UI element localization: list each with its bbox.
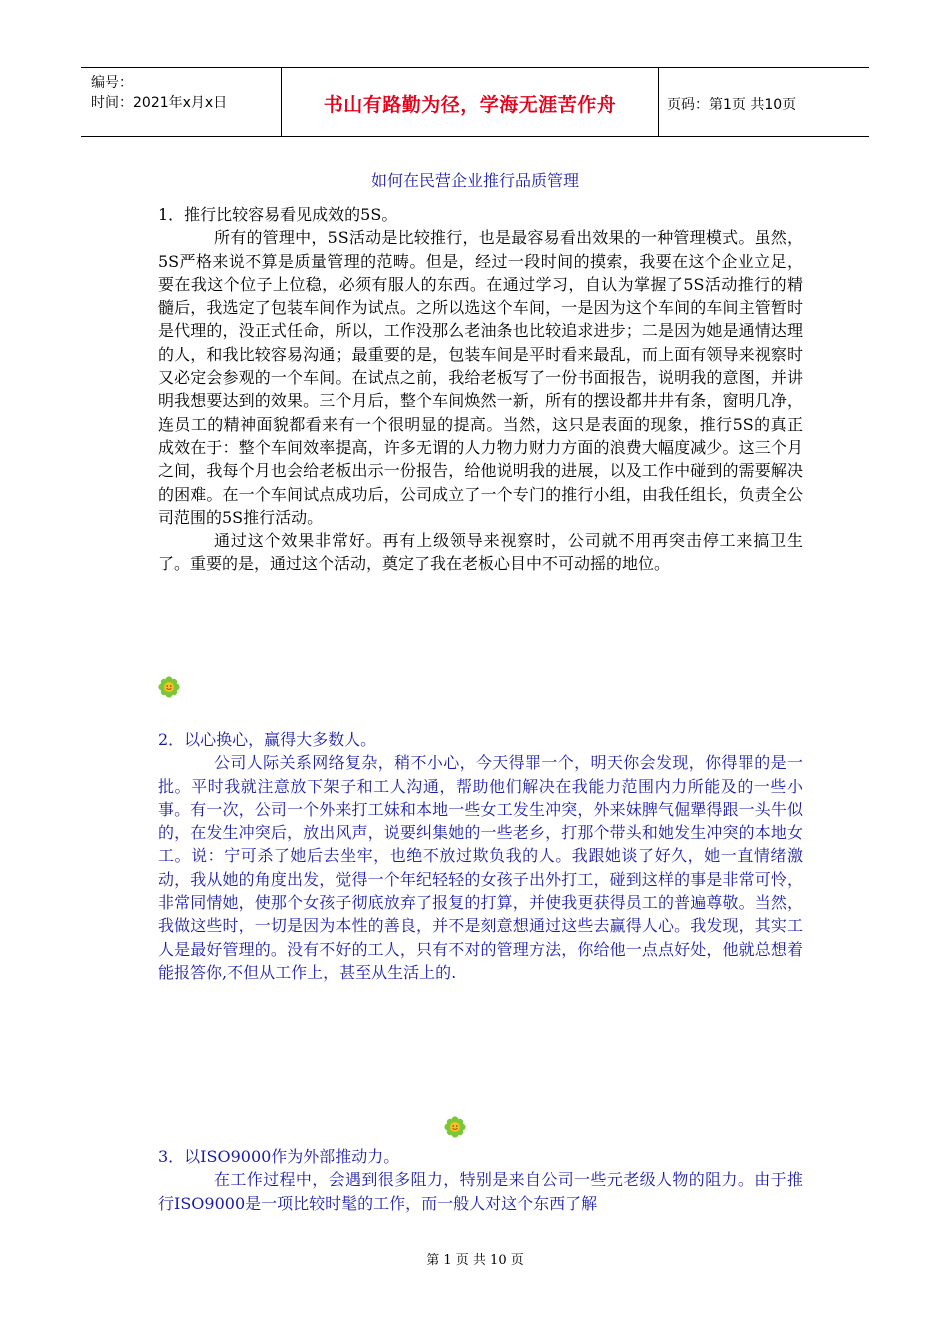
doc-code-label: 编号： <box>91 75 133 91</box>
section-3-heading: 3．以ISO9000作为外部推动力。 <box>158 1147 400 1166</box>
section-1-paragraph-2: 通过这个效果非常好。再有上级领导来视察时，公司就不用再突击停工来搞卫生了。重要的是，通过这个活动，奠定了我在老板心目中不可动摇的地位。 <box>158 531 803 574</box>
page-footer: 第 1 页 共 10 页 <box>426 1253 524 1268</box>
header-left-cell <box>81 68 282 136</box>
section-2 <box>158 728 803 984</box>
doc-time-label: 时间：2021年x月x日 <box>91 95 228 111</box>
header-page-info: 页码：第1页 共10页 <box>667 97 797 113</box>
header-right-cell <box>659 68 869 136</box>
section-1 <box>158 203 803 576</box>
page-header <box>81 67 869 137</box>
section-3 <box>158 1145 803 1215</box>
section-1-heading: 1．推行比较容易看见成效的5S。 <box>158 205 398 224</box>
section-3-paragraph-1: 在工作过程中，会遇到很多阻力，特别是来自公司一些元老级人物的阻力。由于推行ISO9000是一项比较时髦的工作，而一般人对这个东西了解 <box>158 1170 803 1213</box>
document-title: 如何在民营企业推行品质管理 <box>370 171 579 190</box>
header-middle-cell <box>282 68 659 136</box>
section-2-heading: 2．以心换心，赢得大多数人。 <box>158 730 377 749</box>
flower-icon <box>158 676 180 698</box>
section-2-paragraph-1: 公司人际关系网络复杂，稍不小心，今天得罪一个，明天你会发现，你得罪的是一批。平时我就注意放下架子和工人沟通，帮助他们解决在我能力范围内力所能及的一些小事。有一次，公司一个外来打工妹和本地一些女工发生冲突，外来妹脾气倔犟得跟一头牛似的，在发生冲突后，放出风声，说要纠集她的一些老乡，打那个带头和她发生冲突的本地女工。说：宁可杀了她后去坐牢，也绝不放过欺负我的人。我跟她谈了好久，她一直情绪激动，我从她的角度出发，觉得一个年纪轻轻的女孩子出外打工，碰到这样的事是非常可怜，非常同情她，使那个女孩子彻底放弃了报复的打算，并使我更获得员工的普遍尊敬。当然，我做这些时，一切是因为本性的善良，并不是刻意想通过这些去赢得人心。我发现，其实工人是最好管理的。没有不好的工人，只有不对的管理方法，你给他一点点好处，他就总想着能报答你,不但从工作上，甚至从生活上的. <box>158 753 803 982</box>
section-1-paragraph-1: 所有的管理中，5S活动是比较推行，也是最容易看出效果的一种管理模式。虽然，5S严格来说不算是质量管理的范畴。但是，经过一段时间的摸索，我要在这个企业立足，要在我这个位子上位稳，必须有服人的东西。在通过学习，自认为掌握了5S活动推行的精髓后，我选定了包装车间作为试点。之所以选这个车间，一是因为这个车间的车间主管暂时是代理的，没正式任命，所以，工作没那么老油条也比较追求进步；二是因为她是通情达理的人，和我比较容易沟通；最重要的是，包装车间是平时看来最乱，而上面有领导来视察时又必定会参观的一个车间。在试点之前，我给老板写了一份书面报告，说明我的意图，并讲明我想要达到的效果。三个月后，整个车间焕然一新，所有的摆设都井井有条，窗明几净，连员工的精神面貌都看来有一个很明显的提高。当然，这只是表面的现象，推行5S的真正成效在于：整个车间效率提高，许多无谓的人力物力财力方面的浪费大幅度减少。这三个月之间，我每个月也会给老板出示一份报告，给他说明我的进展，以及工作中碰到的需要解决的困难。在一个车间试点成功后，公司成立了一个专门的推行小组，由我任组长，负责全公司范围的5S推行活动。 <box>158 228 803 527</box>
header-slogan: 书山有路勤为径，学海无涯苦作舟 <box>323 94 617 116</box>
flower-icon <box>444 1116 466 1138</box>
